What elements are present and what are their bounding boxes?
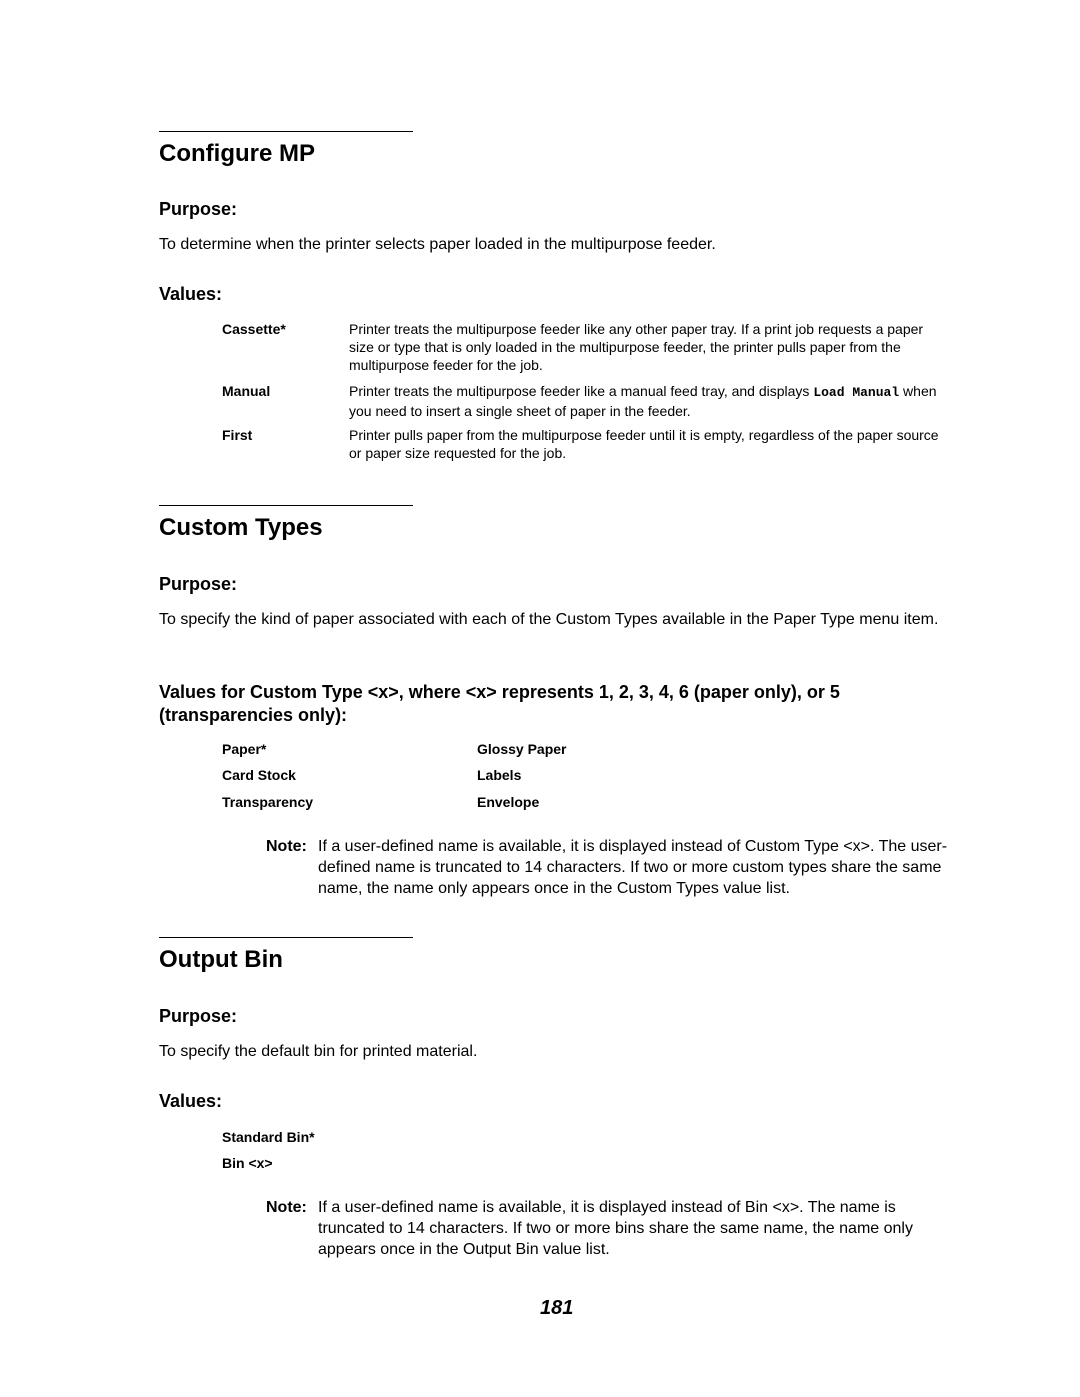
output-bin-value: Standard Bin* bbox=[222, 1129, 315, 1145]
custom-type-value: Paper* bbox=[222, 741, 267, 757]
custom-type-value: Envelope bbox=[477, 794, 540, 810]
custom-types-purpose-heading: Purpose: bbox=[159, 574, 238, 594]
output-bin-note-label: Note: bbox=[266, 1199, 307, 1216]
page-number: 181 bbox=[540, 1297, 574, 1319]
custom-types-title: Custom Types bbox=[159, 514, 323, 541]
custom-type-value: Card Stock bbox=[222, 767, 296, 783]
custom-types-purpose-text: To specify the kind of paper associated with each of the Custom Types available in the Paper Type menu item. bbox=[159, 611, 939, 628]
value-desc-manual-before: Printer treats the multipurpose feeder like a manual feed tray, and displays bbox=[349, 383, 814, 399]
output-bin-note-text: If a user-defined name is available, it is displayed instead of Bin <x>. The name is truncated to 14 characters. If two or more bins share the same name, the name only appears once in the Output Bin value list. bbox=[318, 1199, 913, 1258]
custom-type-value: Glossy Paper bbox=[477, 741, 567, 757]
output-bin-purpose-heading: Purpose: bbox=[159, 1006, 238, 1026]
configure-mp-purpose-text: To determine when the printer selects paper loaded in the multipurpose feeder. bbox=[159, 236, 716, 253]
value-desc-manual-code: Load Manual bbox=[813, 385, 900, 400]
output-bin-title: Output Bin bbox=[159, 946, 283, 973]
section-divider bbox=[159, 131, 413, 132]
value-label-first: First bbox=[222, 427, 253, 443]
output-bin-values-heading: Values: bbox=[159, 1091, 223, 1111]
custom-types-note-label: Note: bbox=[266, 838, 307, 855]
configure-mp-title: Configure MP bbox=[159, 140, 315, 167]
output-bin-value: Bin <x> bbox=[222, 1155, 273, 1171]
value-label-manual: Manual bbox=[222, 383, 271, 399]
value-label-cassette: Cassette* bbox=[222, 321, 286, 337]
value-desc-manual bbox=[349, 382, 949, 420]
configure-mp-purpose-heading: Purpose: bbox=[159, 199, 238, 219]
section-divider bbox=[159, 937, 413, 938]
custom-type-value: Labels bbox=[477, 767, 522, 783]
value-desc-first: Printer pulls paper from the multipurpose feeder until it is empty, regardless of the paper source or paper size requested for the job. bbox=[349, 427, 939, 461]
value-desc-cassette: Printer treats the multipurpose feeder like any other paper tray. If a print job requests a paper size or type that is only loaded in the multipurpose feeder, the printer pulls paper from the multipurpose feeder for the job. bbox=[349, 321, 924, 373]
custom-types-values-heading: Values for Custom Type <x>, where <x> represents 1, 2, 3, 4, 6 (paper only), or 5 (transparencies only): bbox=[159, 682, 840, 725]
custom-type-value: Transparency bbox=[222, 794, 314, 810]
output-bin-purpose-text: To specify the default bin for printed material. bbox=[159, 1043, 478, 1060]
custom-types-note-text: If a user-defined name is available, it is displayed instead of Custom Type <x>. The user-defined name is truncated to 14 characters. If two or more custom types share the same name, the name only appears once in the Custom Types value list. bbox=[318, 838, 948, 897]
value-desc-manual-after: when you need to insert a single sheet of paper in the feeder. bbox=[349, 383, 937, 419]
section-divider bbox=[159, 505, 413, 506]
configure-mp-values-heading: Values: bbox=[159, 284, 223, 304]
